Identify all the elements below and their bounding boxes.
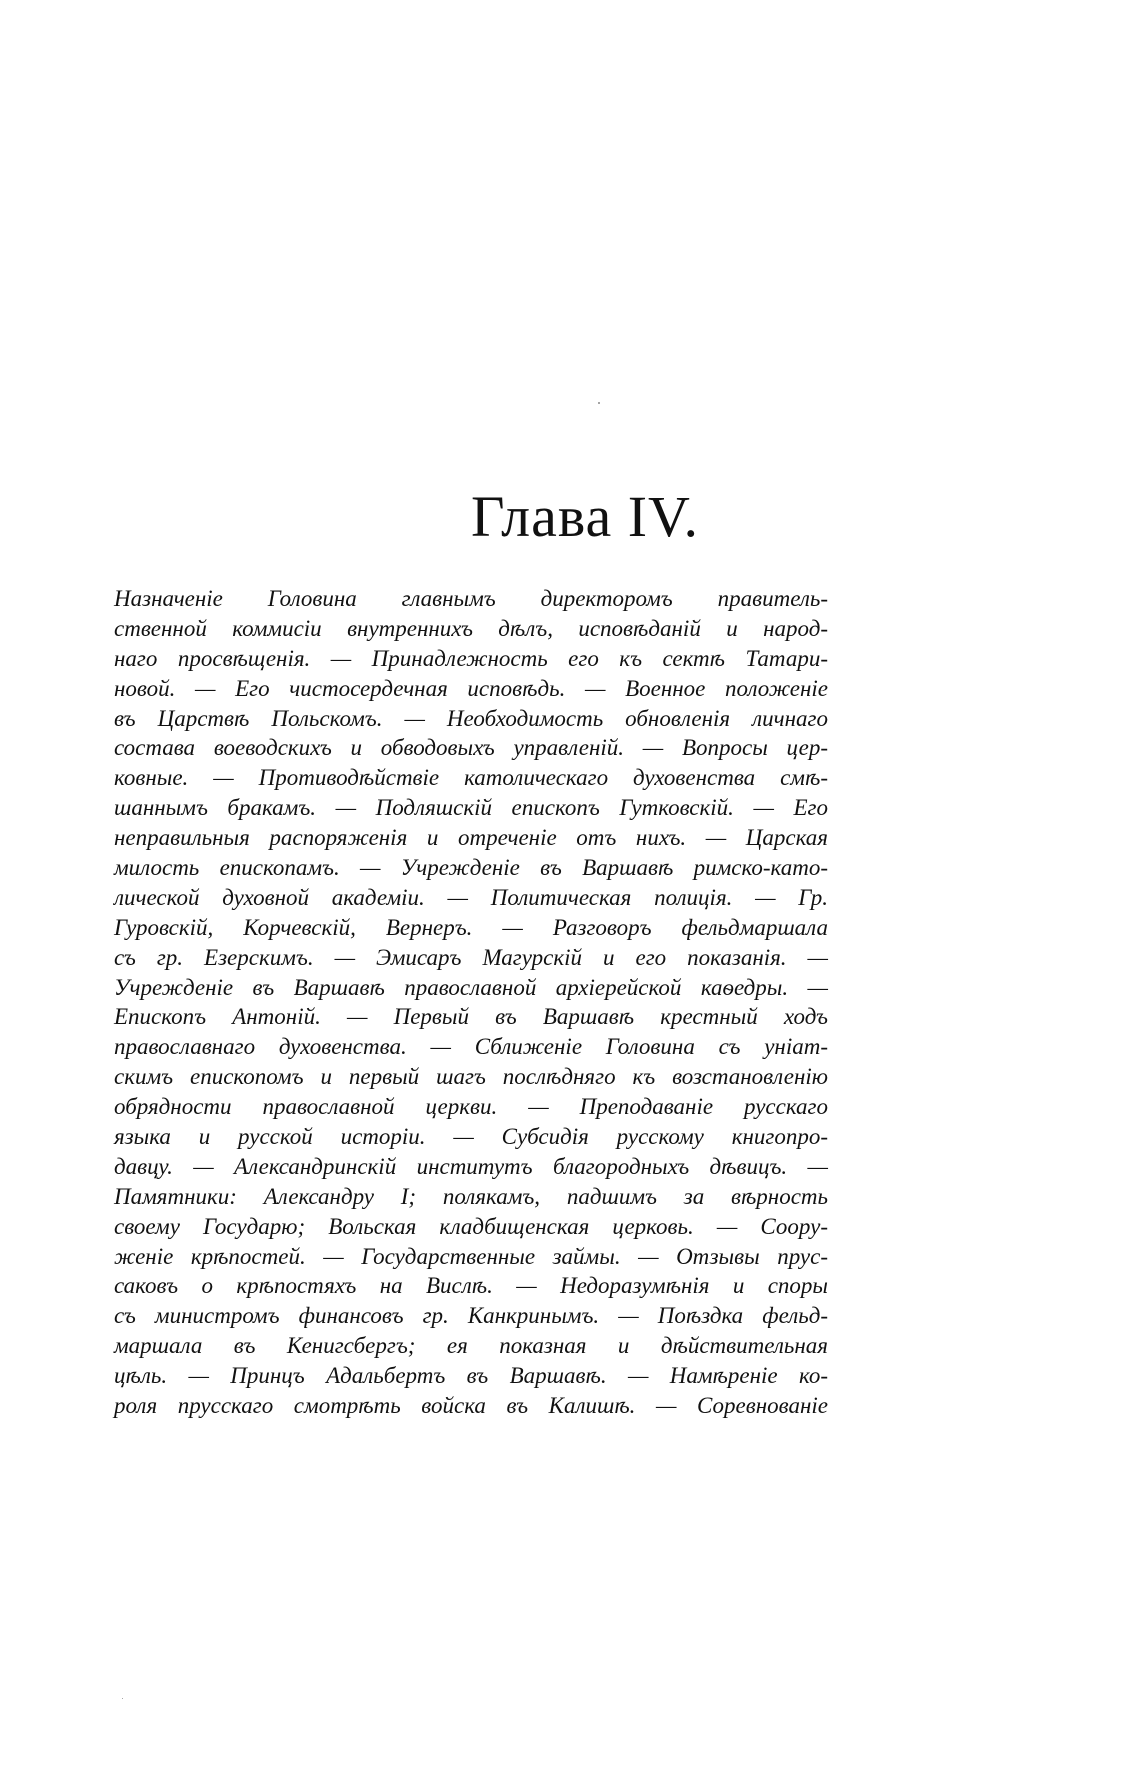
- summary-line: цѣль. — Принцъ Адальбертъ въ Варшавѣ. — Намѣренiе ко-: [114, 1363, 828, 1389]
- summary-line: ственной коммисiи внутреннихъ дѣлъ, исповѣданiй и народ-: [114, 615, 828, 641]
- summary-line: языка и русской исторiи. — Субсидiя русскому книгопро-: [114, 1124, 828, 1150]
- summary-line: женiе крѣпостей. — Государственные займы. — Отзывы прус-: [114, 1243, 828, 1269]
- summary-line: роля прусскаго смотрѣть войска въ Калишѣ. — Соревнованiе: [114, 1393, 828, 1419]
- summary-line: неправильныя распоряженiя и отреченiе отъ нихъ. — Царская: [114, 825, 828, 851]
- summary-line: въ Царствѣ Польскомъ. — Необходимость обновленiя личнаго: [114, 705, 828, 731]
- paper-speck: [122, 1698, 123, 1699]
- summary-line: саковъ о крѣпостяхъ на Вислѣ. — Недоразумѣнiя и споры: [114, 1273, 828, 1299]
- summary-line: обрядности православной церкви. — Преподаванiе русскаго: [114, 1094, 828, 1120]
- summary-line: Учрежденiе въ Варшавѣ православной архiерейской каѳедры. —: [114, 974, 828, 1000]
- summary-line: шаннымъ бракамъ. — Подляшскiй епископъ Гутковскiй. — Его: [114, 795, 828, 821]
- chapter-summary: [114, 584, 828, 1421]
- summary-line: наго просвѣщенiя. — Принадлежность его къ сектѣ Татари-: [114, 645, 828, 671]
- summary-line: лической духовной академiи. — Политическая полицiя. — Гр.: [114, 884, 828, 910]
- summary-line: Памятники: Александру I; полякамъ, падшимъ за вѣрность: [114, 1183, 828, 1209]
- summary-line: православнаго духовенства. — Сближенiе Головина съ унiат-: [114, 1034, 828, 1060]
- summary-line: маршала въ Кенигсбергъ; ея показная и дѣйствительная: [114, 1333, 828, 1359]
- summary-line: Епископъ Антонiй. — Первый въ Варшавѣ крестный ходъ: [114, 1004, 828, 1030]
- summary-line: съ министромъ финансовъ гр. Канкринымъ. — Поѣздка фельд-: [114, 1303, 828, 1329]
- chapter-title: Глава IV.: [471, 484, 699, 549]
- summary-line: давцу. — Александринскiй институтъ благородныхъ дѣвицъ. —: [114, 1153, 828, 1179]
- summary-line: скимъ епископомъ и первый шагъ послѣдняго къ возстановленiю: [114, 1064, 828, 1090]
- summary-line: милость епископамъ. — Учрежденiе въ Варшавѣ римско-като-: [114, 855, 828, 881]
- summary-line: новой. — Его чистосердечная исповѣдь. — Военное положенiе: [114, 675, 828, 701]
- summary-line: Гуровскiй, Корчевскiй, Вернеръ. — Разговоръ фельдмаршала: [114, 914, 828, 940]
- summary-line: ковные. — Противодѣйствiе католическаго духовенства смѣ-: [114, 765, 828, 791]
- paper-speck: [598, 402, 600, 404]
- summary-line: своему Государю; Вольская кладбищенская церковь. — Соору-: [114, 1213, 828, 1239]
- summary-line: съ гр. Езерскимъ. — Эмисаръ Магурскiй и его показанiя. —: [114, 944, 828, 970]
- summary-line: состава воеводскихъ и обводовыхъ управленiй. — Вопросы цер-: [114, 735, 828, 761]
- summary-line: Назначенiе Головина главнымъ директоромъ правитель-: [114, 586, 828, 611]
